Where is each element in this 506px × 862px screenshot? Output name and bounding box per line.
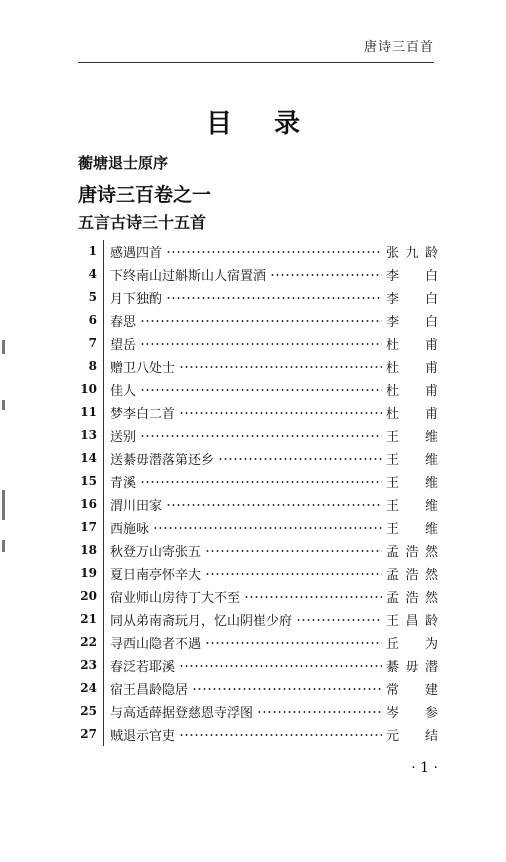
- toc-entry: [78, 401, 438, 424]
- dot-leader: [205, 573, 382, 575]
- toc-entry: [78, 700, 438, 723]
- toc-poem-title: 夏日南亭怀辛大: [110, 568, 202, 583]
- toc-poem-title: 春思: [110, 315, 137, 330]
- toc-author: 李 白: [386, 269, 438, 284]
- toc-title-cell: [104, 633, 386, 652]
- toc-title-cell: [104, 541, 386, 560]
- header-rule: [78, 62, 434, 63]
- toc-author: 孟 浩 然: [386, 591, 438, 606]
- toc-title-cell: [104, 587, 386, 606]
- toc-poem-title: 同从弟南斋玩月，忆山阴崔少府: [110, 614, 293, 629]
- toc-page-number: 7: [78, 332, 104, 355]
- toc-page-number: 10: [78, 378, 104, 401]
- toc-title-cell: [104, 702, 386, 721]
- toc-title-cell: [104, 426, 386, 445]
- toc-title-cell: [104, 403, 386, 422]
- toc-author: 元 结: [386, 729, 438, 744]
- toc-poem-title: 下终南山过斛斯山人宿置酒: [110, 269, 267, 284]
- dot-leader: [192, 688, 382, 690]
- toc-entry: [78, 723, 438, 746]
- toc-author: 杜 甫: [386, 361, 438, 376]
- toc-page-number: 15: [78, 470, 104, 493]
- toc-poem-title: 宿业师山房待丁大不至: [110, 591, 241, 606]
- dot-leader: [244, 596, 382, 598]
- dot-leader: [140, 320, 382, 322]
- toc-entry: [78, 240, 438, 263]
- toc-page-number: 21: [78, 608, 104, 631]
- toc-author: 岑 参: [386, 706, 438, 721]
- toc-entry: [78, 677, 438, 700]
- running-head: 唐诗三百首: [363, 40, 434, 55]
- toc-title-cell: [104, 472, 386, 491]
- toc-author: 王 维: [386, 522, 438, 537]
- page-title: [0, 103, 506, 140]
- dot-leader: [205, 642, 382, 644]
- toc-entry: [78, 378, 438, 401]
- toc-entry: [78, 562, 438, 585]
- page-number: · 1 ·: [411, 760, 438, 776]
- toc-entry: [78, 585, 438, 608]
- dot-leader: [166, 504, 382, 506]
- toc-poem-title: 西施咏: [110, 522, 150, 537]
- toc-poem-title: 寻西山隐者不遇: [110, 637, 202, 652]
- toc-poem-title: 梦李白二首: [110, 407, 176, 422]
- toc-title-cell: [104, 449, 386, 468]
- toc-author: 王 维: [386, 430, 438, 445]
- toc-author: 王 维: [386, 499, 438, 514]
- toc-page-number: 17: [78, 516, 104, 539]
- toc-author: 常 建: [386, 683, 438, 698]
- dot-leader: [179, 412, 382, 414]
- dot-leader: [140, 343, 382, 345]
- toc-page-number: 22: [78, 631, 104, 654]
- toc-entry: [78, 424, 438, 447]
- toc-page-number: 6: [78, 309, 104, 332]
- toc-entry: [78, 631, 438, 654]
- binding-marks: [2, 340, 8, 580]
- toc-poem-title: 春泛若耶溪: [110, 660, 176, 675]
- toc-title-cell: [104, 495, 386, 514]
- toc-entry: [78, 332, 438, 355]
- toc-title-cell: [104, 610, 386, 629]
- toc-page-number: 16: [78, 493, 104, 516]
- toc-title-cell: [104, 380, 386, 399]
- toc-poem-title: 送别: [110, 430, 137, 445]
- toc-entry: [78, 539, 438, 562]
- toc-title-cell: [104, 518, 386, 537]
- toc-author: 丘 为: [386, 637, 438, 652]
- toc-title-cell: [104, 265, 386, 284]
- toc-poem-title: 秋登万山寄张五: [110, 545, 202, 560]
- toc-entry: [78, 263, 438, 286]
- toc-poem-title: 佳人: [110, 384, 137, 399]
- toc-page-number: 25: [78, 700, 104, 723]
- toc-title-cell: [104, 357, 386, 376]
- toc-author: 杜 甫: [386, 407, 438, 422]
- dot-leader: [179, 366, 382, 368]
- toc-entry: [78, 516, 438, 539]
- toc-page-number: 14: [78, 447, 104, 470]
- toc-title-cell: [104, 679, 386, 698]
- toc-page-number: 11: [78, 401, 104, 424]
- toc-poem-title: 感遇四首: [110, 246, 163, 261]
- toc-poem-title: 贼退示官吏: [110, 729, 176, 744]
- title-char-1: 目: [205, 109, 232, 139]
- toc-author: 王 昌 龄: [386, 614, 438, 629]
- dot-leader: [270, 274, 382, 276]
- volume-heading: 唐诗三百卷之一: [78, 184, 212, 206]
- toc-title-cell: [104, 288, 386, 307]
- dot-leader: [166, 297, 382, 299]
- toc-title-cell: [104, 564, 386, 583]
- toc-entry: [78, 309, 438, 332]
- toc-entry: [78, 493, 438, 516]
- toc-poem-title: 赠卫八处士: [110, 361, 176, 376]
- toc-author: 李 白: [386, 292, 438, 307]
- toc-page-number: 27: [78, 723, 104, 746]
- toc-author: 王 维: [386, 476, 438, 491]
- toc-page-number: 4: [78, 263, 104, 286]
- toc-title-cell: [104, 656, 386, 675]
- toc-page-number: 23: [78, 654, 104, 677]
- preface-heading: 蘅塘退士原序: [78, 154, 169, 172]
- toc-entry: [78, 654, 438, 677]
- toc-page-number: 1: [78, 240, 104, 263]
- toc-page-number: 20: [78, 585, 104, 608]
- toc-title-cell: [104, 311, 386, 330]
- toc-entry: [78, 355, 438, 378]
- dot-leader: [140, 481, 382, 483]
- toc-title-cell: [104, 242, 386, 261]
- dot-leader: [140, 389, 382, 391]
- toc-entry: [78, 286, 438, 309]
- dot-leader: [257, 711, 382, 713]
- toc-author: 綦 毋 潜: [386, 660, 438, 675]
- dot-leader: [296, 619, 382, 621]
- toc-entry: [78, 608, 438, 631]
- dot-leader: [166, 251, 382, 253]
- dot-leader: [205, 550, 382, 552]
- toc-author: 张 九 龄: [386, 246, 438, 261]
- dot-leader: [179, 665, 382, 667]
- toc-page-number: 19: [78, 562, 104, 585]
- section-heading: 五言古诗三十五首: [78, 213, 207, 232]
- toc-page-number: 8: [78, 355, 104, 378]
- dot-leader: [218, 458, 382, 460]
- toc-poem-title: 望岳: [110, 338, 137, 353]
- toc-poem-title: 月下独酌: [110, 292, 163, 307]
- toc-author: 孟 浩 然: [386, 545, 438, 560]
- toc-page-number: 13: [78, 424, 104, 447]
- toc-page-number: 24: [78, 677, 104, 700]
- toc-title-cell: [104, 725, 386, 744]
- toc-poem-title: 送綦毋潜落第还乡: [110, 453, 215, 468]
- toc-entry: [78, 447, 438, 470]
- dot-leader: [140, 435, 382, 437]
- toc-author: 杜 甫: [386, 384, 438, 399]
- toc-page-number: 18: [78, 539, 104, 562]
- toc-author: 李 白: [386, 315, 438, 330]
- toc-title-cell: [104, 334, 386, 353]
- dot-leader: [153, 527, 382, 529]
- toc-author: 王 维: [386, 453, 438, 468]
- toc-poem-title: 与高适薛据登慈恩寺浮图: [110, 706, 254, 721]
- toc-list: [78, 240, 438, 746]
- toc-poem-title: 青溪: [110, 476, 137, 491]
- dot-leader: [179, 734, 382, 736]
- toc-poem-title: 宿王昌龄隐居: [110, 683, 189, 698]
- title-char-2: 录: [274, 109, 301, 139]
- toc-page-number: 5: [78, 286, 104, 309]
- toc-poem-title: 渭川田家: [110, 499, 163, 514]
- toc-entry: [78, 470, 438, 493]
- toc-author: 孟 浩 然: [386, 568, 438, 583]
- toc-author: 杜 甫: [386, 338, 438, 353]
